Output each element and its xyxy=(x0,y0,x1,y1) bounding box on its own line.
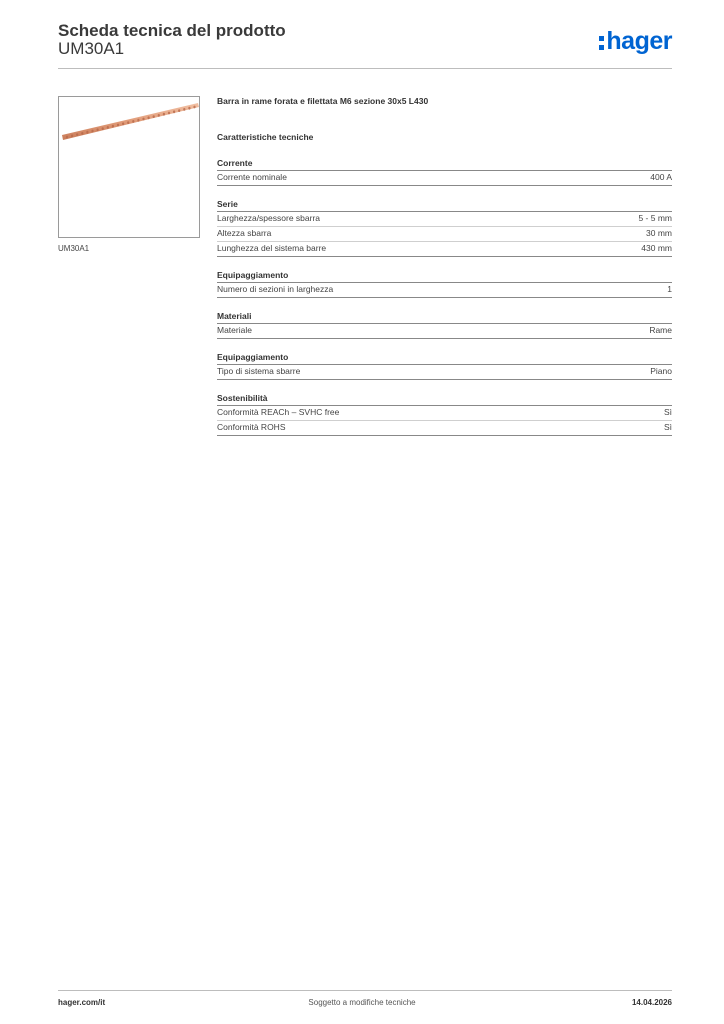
spec-row xyxy=(217,242,672,257)
tech-characteristics-title: Caratteristiche tecniche xyxy=(217,132,314,142)
spec-content xyxy=(217,95,672,448)
spec-section xyxy=(217,392,672,436)
busbar-hole xyxy=(142,118,144,121)
spec-row xyxy=(217,324,672,339)
spec-value: Sì xyxy=(663,407,672,417)
spec-label: Corrente nominale xyxy=(217,172,287,182)
spec-row xyxy=(217,406,672,421)
spec-value: 1 xyxy=(667,284,672,294)
spec-row xyxy=(217,212,672,227)
spec-sections xyxy=(217,157,672,436)
spec-row xyxy=(217,171,672,186)
section-title: Serie xyxy=(217,198,672,212)
busbar-hole xyxy=(137,119,139,122)
logo-text: hager xyxy=(606,26,672,55)
product-image xyxy=(58,96,200,238)
spec-section xyxy=(217,351,672,380)
section-title: Sostenibilità xyxy=(217,392,672,406)
header-divider xyxy=(58,68,672,69)
busbar-hole xyxy=(91,130,93,133)
spec-label: Larghezza/spessore sbarra xyxy=(217,213,321,223)
spec-value: 400 A xyxy=(650,172,672,182)
busbar-hole xyxy=(86,131,88,134)
busbar-hole xyxy=(148,116,150,119)
image-caption: UM30A1 xyxy=(58,244,90,253)
busbar-hole xyxy=(71,134,73,137)
section-title: Equipaggiamento xyxy=(217,269,672,283)
spec-value: Rame xyxy=(649,325,672,335)
spec-label: Conformità REACh – SVHC free xyxy=(217,407,340,417)
busbar-hole xyxy=(76,133,78,136)
spec-value: Piano xyxy=(650,366,672,376)
spec-row xyxy=(217,365,672,380)
logo-dots-icon xyxy=(599,36,604,50)
busbar-hole xyxy=(107,126,109,129)
busbar-hole xyxy=(188,107,190,110)
spec-label: Lunghezza del sistema barre xyxy=(217,243,327,253)
page-title: Scheda tecnica del prodotto xyxy=(58,21,286,40)
footer-website[interactable]: hager.com/it xyxy=(58,998,106,1007)
busbar-hole xyxy=(127,121,129,124)
spec-row xyxy=(217,283,672,298)
section-title: Materiali xyxy=(217,310,672,324)
spec-label: Tipo di sistema sbarre xyxy=(217,366,301,376)
busbar-hole xyxy=(112,125,114,128)
spec-label: Numero di sezioni in larghezza xyxy=(217,284,334,294)
busbar-hole xyxy=(173,110,175,113)
spec-row xyxy=(217,421,672,436)
spec-section xyxy=(217,269,672,298)
spec-section xyxy=(217,157,672,186)
spec-value: 5 - 5 mm xyxy=(638,213,672,223)
spec-value: 430 mm xyxy=(641,243,672,253)
product-code: UM30A1 xyxy=(58,39,125,58)
busbar-hole xyxy=(81,132,83,135)
spec-label: Materiale xyxy=(217,325,252,335)
busbar-hole xyxy=(97,128,99,131)
footer-date: 14.04.2026 xyxy=(631,998,672,1007)
busbar-hole xyxy=(178,109,180,112)
busbar-hole xyxy=(117,124,119,127)
footer-divider xyxy=(58,990,672,991)
busbar-hole xyxy=(168,112,170,115)
busbar-hole xyxy=(183,108,185,111)
copper-busbar-image xyxy=(59,97,200,238)
busbar-hole xyxy=(158,114,160,117)
busbar-hole xyxy=(163,113,165,116)
busbar-hole xyxy=(132,120,134,123)
busbar-hole xyxy=(153,115,155,118)
section-title: Corrente xyxy=(217,157,672,171)
footer-note: Soggetto a modifiche tecniche xyxy=(308,998,416,1007)
spec-label: Conformità ROHS xyxy=(217,422,286,432)
spec-section xyxy=(217,310,672,339)
spec-value: Sì xyxy=(663,422,672,432)
spec-label: Altezza sbarra xyxy=(217,228,272,238)
spec-section xyxy=(217,198,672,257)
spec-value: 30 mm xyxy=(646,228,672,238)
product-description: Barra in rame forata e filettata M6 sezione 30x5 L430 xyxy=(217,96,429,106)
busbar-hole xyxy=(122,122,124,125)
hager-logo xyxy=(599,26,672,56)
spec-row xyxy=(217,227,672,242)
busbar-hole xyxy=(193,106,195,109)
busbar-hole xyxy=(66,136,68,139)
section-title: Equipaggiamento xyxy=(217,351,672,365)
busbar-hole xyxy=(102,127,104,130)
